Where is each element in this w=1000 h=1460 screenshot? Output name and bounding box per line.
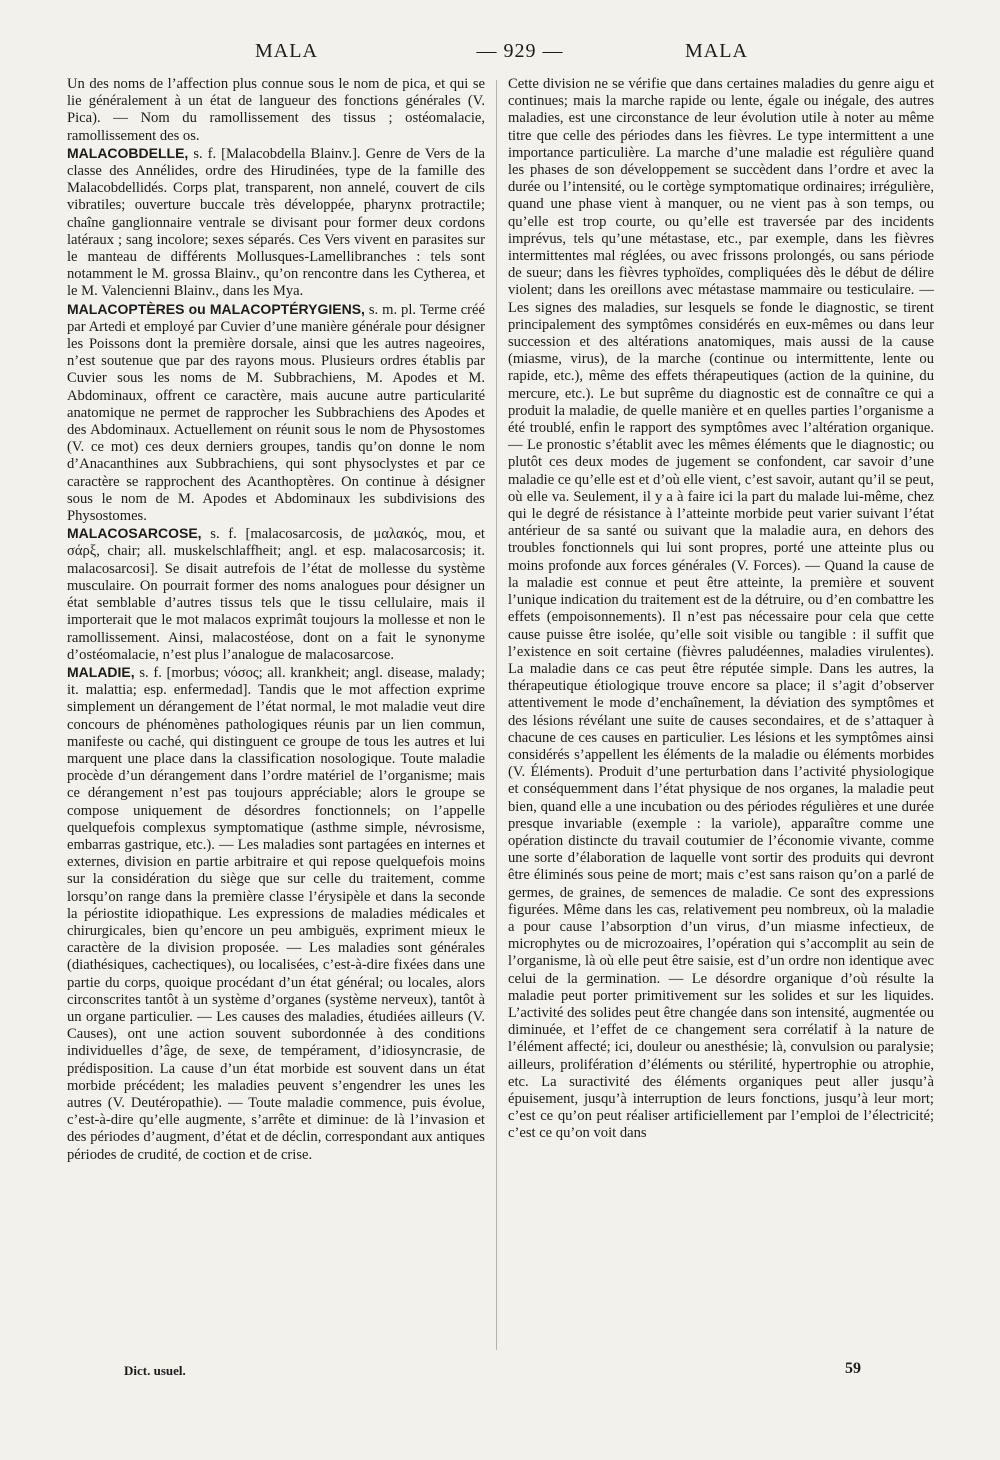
column-divider: [496, 80, 497, 1350]
running-header: [60, 40, 940, 68]
page-number: — 929 —: [476, 40, 564, 62]
header-right-word: MALA: [685, 40, 748, 62]
entry-malacobdelle: [67, 145, 485, 301]
entry-malacosarcose: [67, 525, 485, 664]
entry-body: s. f. [malacosarcosis, de μαλακός, mou, et σάρξ, chair; all. muskelschlaffheit; angl. et esp. malacosarcosis; it. malacosarcosi]. Se disait autrefois de l’état de mollesse du système musculaire. On pourrait former des noms analogues pour désigner un état semblable d’autres tissus tels que le tissu cellulaire, mais il importerait que le mot malacos exprimât toujours la mollesse et non le ramollissement. Ainsi, malacostéose, dont on a fait le synonyme d’ostéomalacie, n’est plus l’analogue de malacosarcose.: [67, 526, 485, 663]
entry-headword: MALACOPTÈRES ou MALACOPTÉRYGIENS,: [67, 300, 365, 317]
entry-malacopteres: [67, 301, 485, 526]
entry-headword: MALACOBDELLE,: [67, 144, 189, 161]
footer-signature: Dict. usuel.: [124, 1363, 186, 1378]
header-left-word: MALA: [255, 40, 318, 62]
entry-maladie: [67, 664, 485, 1164]
entry-headword: MALADIE,: [67, 663, 135, 680]
entry-body: s. f. [Malacobdella Blainv.]. Genre de Vers de la classe des Annélides, ordre des Hirudinées, type de la famille des Malacobdellidés. Corps plat, transparent, non annelé, couvert de cils vibratiles; ouverture buccale très développée, pharynx protractile; chaîne ganglionnaire ventrale se divisant pour former deux cordons latéraux ; sang incolore; sexes séparés. Ces Vers vivent en parasites sur le manteau de différents Mollusques-Lamellibranches : tels sont notamment le M. grossa Blainv., qu’on rencontre dans les Cytherea, et le M. Valencienni Blainv., dans les Mya.: [67, 145, 485, 300]
entry-body: s. m. pl. Terme créé par Artedi et employé par Cuvier d’une manière générale pour désigner les Poissons dont la première dorsale, ainsi que les autres nageoires, n’est soutenue que par des rayons mous. Plusieurs ordres établis par Cuvier sous les noms de M. Subbrachiens, M. Apodes et M. Abdominaux, offrent ce caractère, mais aucune autre particularité anatomique ne permet de rapprocher les Subbrachiens des Apodes et des Abdominaux. Actuellement on réunit sous le nom de Physostomes (V. ce mot) ces deux derniers groupes, tandis qu’on donne le nom d’Anacanthines aux Subbrachiens, qui sont physoclystes et par ce caractère se rapprochent des Acanthoptères. On continue à désigner sous le nom de M. Apodes et Abdominaux les subdivisions des Physostomes.: [67, 301, 485, 525]
right-column: [508, 76, 934, 1143]
entry-body: s. f. [morbus; νόσος; all. krankheit; angl. disease, malady; it. malattia; esp. enfermedad]. Tandis que le mot affection exprime simplement un dérangement de l’état normal, le mot maladie veut dire concours de phénomènes pathologiques réunis par un lien commun, manifeste ou caché, qui distinguent ce groupe de tous les autres et lui marquent une place dans la classification nosologique. Toute maladie procède d’un dérangement dans l’ordre matériel de l’organisme; mais ce dérangement n’est pas toujours appréciable; alors le groupe se compose uniquement de désordres fonctionnels; on l’appelle quelquefois complexus symptomatique (asthme simple, névrosisme, embarras gastrique, etc.). — Les maladies sont partagées en internes et externes, division en partie arbitraire et qui repose quelquefois moins sur la considération du siège que sur celle du traitement, comme lorsqu’on range dans la première classe l’érysipèle et dans la seconde la périostite idiopathique. Les expressions de maladies médicales et chirurgicales, bien qu’encore un peu ambiguës, expriment mieux le caractère de la division proposée. — Les maladies sont générales (diathésiques, cachectiques), ou localisées, c’est-à-dire fixées dans une partie du corps, quoique procédant d’un état général; ou locales, alors circonscrites tantôt à un système d’organes (système nerveux), tantôt à un organe particulier. — Les causes des maladies, étudiées ailleurs (V. Causes), ont une action souvent subordonnée à des conditions individuelles d’âge, de sexe, de tempérament, d’idiosyncrasie, de prédisposition. La cause d’un état morbide est souvent dans un état morbide précédent; les maladies peuvent s’engendrer les unes les autres (V. Deutéropathie). — Toute maladie commence, puis évolue, c’est-à-dire qu’elle augmente, s’arrête et diminue: de là l’invasion et des périodes d’augment, d’état et de déclin, correspondant aux antiques périodes de crudité, de coction et de crise.: [67, 664, 486, 1163]
left-column: [67, 76, 485, 1164]
footer-sheet-number: 59: [845, 1360, 861, 1377]
maladie-continuation: Cette division ne se vérifie que dans certaines maladies du genre aigu et continues; mais la marche rapide ou lente, égale ou inégale, des autres maladies, est une circonstance de leur évolution utile à noter au même titre que celle des périodes dans les fièvres. Le type intermittent a une importance particulière. La marche d’une maladie est régulière quand les phases de son développement se succèdent dans l’ordre et avec la durée ou l’intensité, ou le cortège symptomatique ordinaires; irrégulière, quand une phase vient à manquer, ou ne vient pas à son temps, ou qu’elle est trop courte, ou qu’elle est traversée par des incidents imprévus, tels qu’une métastase, etc., par exemple, dans les fièvres intermittentes mal réglées, ou avec frissons prolongés, ou sans période de sueur; dans les fièvres typhoïdes, compliquées dès le début de délire violent; dans les oreillons avec métastase mammaire ou testiculaire. — Les signes des maladies, sur lesquels se fonde le diagnostic, se tirent principalement des symptômes considérés en eux-mêmes ou dans leur succession et des altérations anatomiques, mais aussi de la cause (miasme, virus), de la marche (continue ou intermittente, lente ou rapide, etc.), même des effets thérapeutiques (action de la quinine, du mercure, etc.). Le but suprême du diagnostic est de connaître ce qui a produit la maladie, de quelle manière et en quelles parties l’organisme a été troublé, enfin le rapport des symptômes avec l’altération organique.— Le pronostic s’établit avec les mêmes éléments que le diagnostic; ou plutôt ces deux modes de jugement se confondent, car savoir d’une maladie ce qu’elle est et d’où elle vient, c’est savoir, autant qu’il se peut, où elle va. Seulement, il y a à faire ici la part du malade lui-même, chez qui le degré de résistance à l’atteinte morbide peut varier suivant l’état antérieur de sa santé ou suivant que la maladie aura, en dehors des troubles fonctionnels qui lui sont propres, porté une atteinte plus ou moins profonde aux forces générales (V. Forces). — Quand la cause de la maladie est connue et peut être atteinte, la première et souvent l’unique indication du traitement est de la détruire, ou d’en combattre les effets (empoisonnements). Il n’est pas nécessaire pour cela que cette cause puisse être isolée, qu’elle soit visible ou tangible : il suffit que l’existence en soit certaine (fièvres paludéennes, maladies virulentes). La maladie dans ce cas peut être réputée simple. Dans les autres, la thérapeutique étiologique trouve encore sa place; il s’agit d’observer attentivement le mode d’enchaînement, la déviation des symptômes et des lésions révélant une suite de causes secondaires, et de s’attaquer à chacune de ces causes en particulier. Les lésions et les symptômes ainsi considérés s’appellent les éléments de la maladie ou éléments morbides (V. Éléments). Produit d’une perturbation dans l’activité physiologique et conséquemment dans l’état physique de nos organes, la maladie peut bien, quand elle a une incubation ou des périodes régulières et une durée presque invariable (exemple : la variole), apparaître comme une opération distincte du travail coutumier de l’économie vivante, comme une sorte d’élaboration de laquelle vont sortir des produits qui devront être éliminés sous peine de mort; mais c’est sans raison qu’on a parlé de germes, de graines, de semences de maladie. Ce sont des expressions figurées. Même dans les cas, relativement peu nombreux, où la maladie a pour cause l’absorption d’un virus, d’un miasme infectieux, de microphytes ou de microzoaires, l’opération qui s’accomplit au sein de l’organisme, là où elle peut être saisie, est d’un ordre non identique avec celui de la germination. — Le désordre organique d’où résulte la maladie peut porter primitivement sur les solides et sur les liquides. L’activité des solides peut être changée dans son intensité, augmentée ou diminuée, et l’effet de ce changement sera corrélatif à la nature de l’élément affecté; ici, douleur ou anesthésie; là, convulsion ou paralysie; ailleurs, prolifération d’éléments ou stérilité, hypertrophie ou atrophie, etc. La suractivité des éléments organiques peut aller jusqu’à épuisement, jusqu’à interruption de leurs fonctions, jusqu’à leur mort; c’est ce qu’on peut réaliser artificiellement par l’emploi de l’électricité; c’est ce qu’on voit dans: [508, 76, 934, 1142]
entry-headword: MALACOSARCOSE,: [67, 525, 202, 542]
intro-paragraph: Un des noms de l’affection plus connue sous le nom de pica, et qui se lie généralement à un état de langueur des fonctions générales (V. Pica). — Nom du ramollissement des tissus ; ostéomalacie, ramollissement des os.: [67, 76, 485, 144]
